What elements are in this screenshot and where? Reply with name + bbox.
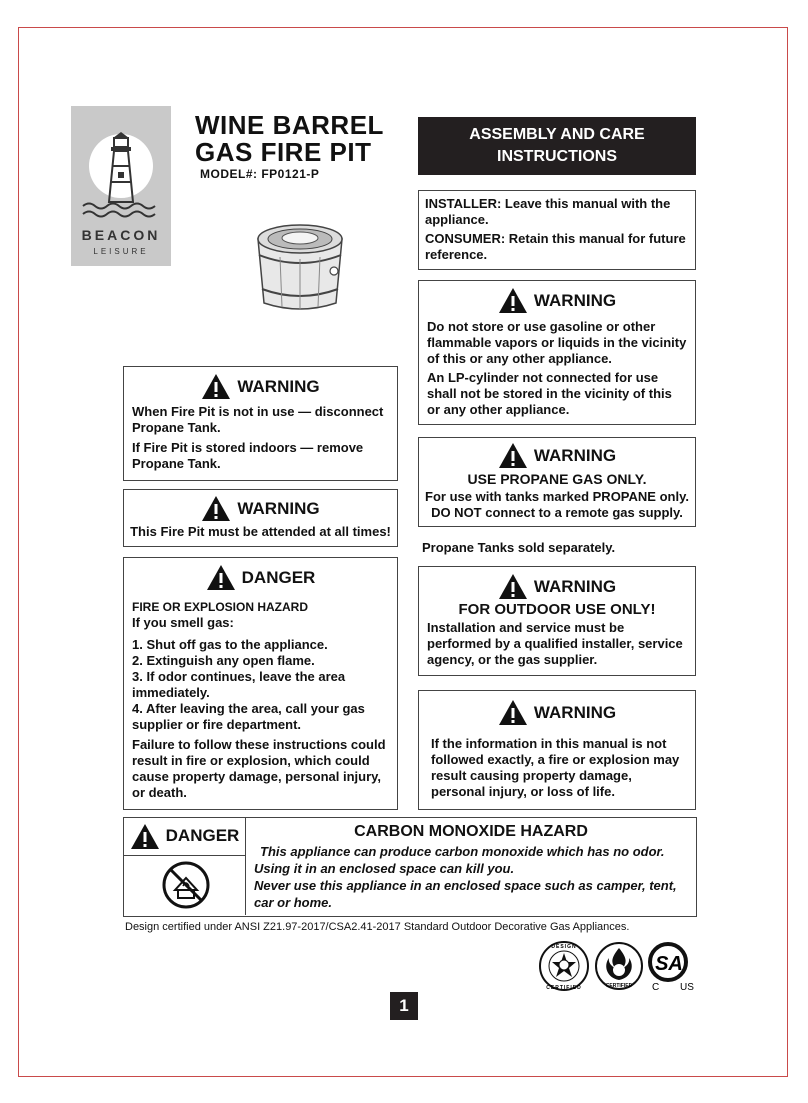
warning-text: If Fire Pit is stored indoors — remove Propane Tank. xyxy=(132,440,364,471)
danger-fire-box xyxy=(123,557,398,810)
csa-logo xyxy=(648,940,696,992)
no-enclosed-space-icon xyxy=(161,860,211,910)
warning-text: When Fire Pit is not in use — disconnect Propane Tank. xyxy=(132,404,384,435)
certified-badge xyxy=(593,940,645,992)
warning-subheader: USE PROPANE GAS ONLY. xyxy=(467,471,647,487)
installer-text: INSTALLER: Leave this manual with the appliance. xyxy=(425,196,671,227)
warning-header: WARNING xyxy=(533,445,617,465)
danger-co-header-cell xyxy=(124,818,246,856)
warning-triangle-icon xyxy=(498,699,528,726)
warning-manual-box xyxy=(418,690,696,810)
warning-text: Do not store or use gasoline or other flammable vapors or liquids in the vicinity of this or any other appliance. xyxy=(427,319,687,366)
warning-text: If the information in this manual is not followed exactly, a fire or explosion may result causing property damage, personal injury, or loss of life. xyxy=(431,736,680,799)
danger-co-text: This appliance can produce carbon monoxide which has no odor. xyxy=(260,844,665,859)
logo-brand: BEACON xyxy=(81,227,161,243)
logo-sub: LEISURE xyxy=(93,247,149,256)
tanks-note: Propane Tanks sold separately. xyxy=(422,540,616,555)
warning-attended-box xyxy=(123,489,398,547)
svg-text:US: US xyxy=(680,982,694,992)
warning-header: WARNING xyxy=(533,702,617,722)
warning-triangle-icon xyxy=(206,564,236,591)
warning-gasoline-box xyxy=(418,280,696,425)
danger-co-text: Using it in an enclosed space can kill you. xyxy=(254,861,515,876)
danger-header: DANGER xyxy=(241,567,316,587)
list-item: 3. If odor continues, leave the area immediately. xyxy=(132,669,346,700)
danger-text: If you smell gas: xyxy=(132,615,234,630)
svg-text:CERTIFIED: CERTIFIED xyxy=(546,985,582,991)
list-item: 2. Extinguish any open flame. xyxy=(132,653,315,668)
warning-text: DO NOT connect to a remote gas supply. xyxy=(431,505,683,520)
warning-triangle-icon xyxy=(498,442,528,469)
product-title xyxy=(195,112,384,166)
warning-propane-only-box xyxy=(418,437,696,527)
warning-header: WARNING xyxy=(533,576,617,596)
fire-pit-illustration xyxy=(250,215,350,315)
danger-co-text-cell xyxy=(246,818,696,914)
list-item: 4. After leaving the area, call your gas supplier or fire department. xyxy=(132,701,365,732)
warning-text: This Fire Pit must be attended at all times! xyxy=(130,524,391,539)
warning-triangle-icon xyxy=(130,823,160,850)
assembly-header xyxy=(418,117,696,175)
warning-triangle-icon xyxy=(498,287,528,314)
design-certified-badge xyxy=(536,940,592,992)
danger-co-title: CARBON MONOXIDE HAZARD xyxy=(354,823,588,840)
assembly-line1: ASSEMBLY AND CARE xyxy=(469,126,645,143)
svg-text:DESIGN: DESIGN xyxy=(551,944,577,950)
warning-text: Installation and service must be performed by a qualified installer, service agency, or the gas supplier. xyxy=(427,620,683,667)
danger-co-icon-cell xyxy=(124,856,246,915)
svg-text:C: C xyxy=(652,982,660,992)
danger-hazard-title: FIRE OR EXPLOSION HAZARD xyxy=(132,600,309,614)
list-item: 1. Shut off gas to the appliance. xyxy=(132,637,328,652)
warning-text: An LP-cylinder not connected for use shall not be stored in the vicinity of this or any other appliance. xyxy=(427,370,672,417)
warning-text: For use with tanks marked PROPANE only. xyxy=(425,489,689,504)
warning-header: WARNING xyxy=(533,290,617,310)
model-number: MODEL#: FP0121-P xyxy=(200,167,320,181)
svg-text:SA: SA xyxy=(655,953,683,975)
warning-outdoor-box xyxy=(418,566,696,676)
danger-co-table xyxy=(123,817,697,917)
danger-text: Failure to follow these instructions could result in fire or explosion, which could cause property damage, personal injury, or death. xyxy=(132,737,386,800)
beacon-leisure-logo xyxy=(71,106,171,266)
warning-header: WARNING xyxy=(237,498,320,518)
danger-header: DANGER xyxy=(165,826,240,845)
svg-text:CERTIFIED: CERTIFIED xyxy=(605,983,633,989)
assembly-line2: INSTRUCTIONS xyxy=(497,148,617,165)
title-line1: WINE BARREL xyxy=(195,110,384,140)
installer-box xyxy=(418,190,696,270)
warning-triangle-icon xyxy=(201,495,231,522)
warning-subheader: FOR OUTDOOR USE ONLY! xyxy=(458,601,656,618)
warning-triangle-icon xyxy=(201,373,231,400)
warning-header: WARNING xyxy=(237,376,320,396)
consumer-text: CONSUMER: Retain this manual for future reference. xyxy=(425,231,686,262)
danger-co-text: Never use this appliance in an enclosed space such as camper, tent, car or home. xyxy=(254,878,677,910)
warning-triangle-icon xyxy=(498,573,528,600)
warning-propane-tank-box xyxy=(123,366,398,481)
certification-text: Design certified under ANSI Z21.97-2017/CSA2.41-2017 Standard Outdoor Decorative Gas Appliances. xyxy=(125,921,630,933)
page-number: 1 xyxy=(390,992,418,1020)
title-line2: GAS FIRE PIT xyxy=(195,137,372,167)
